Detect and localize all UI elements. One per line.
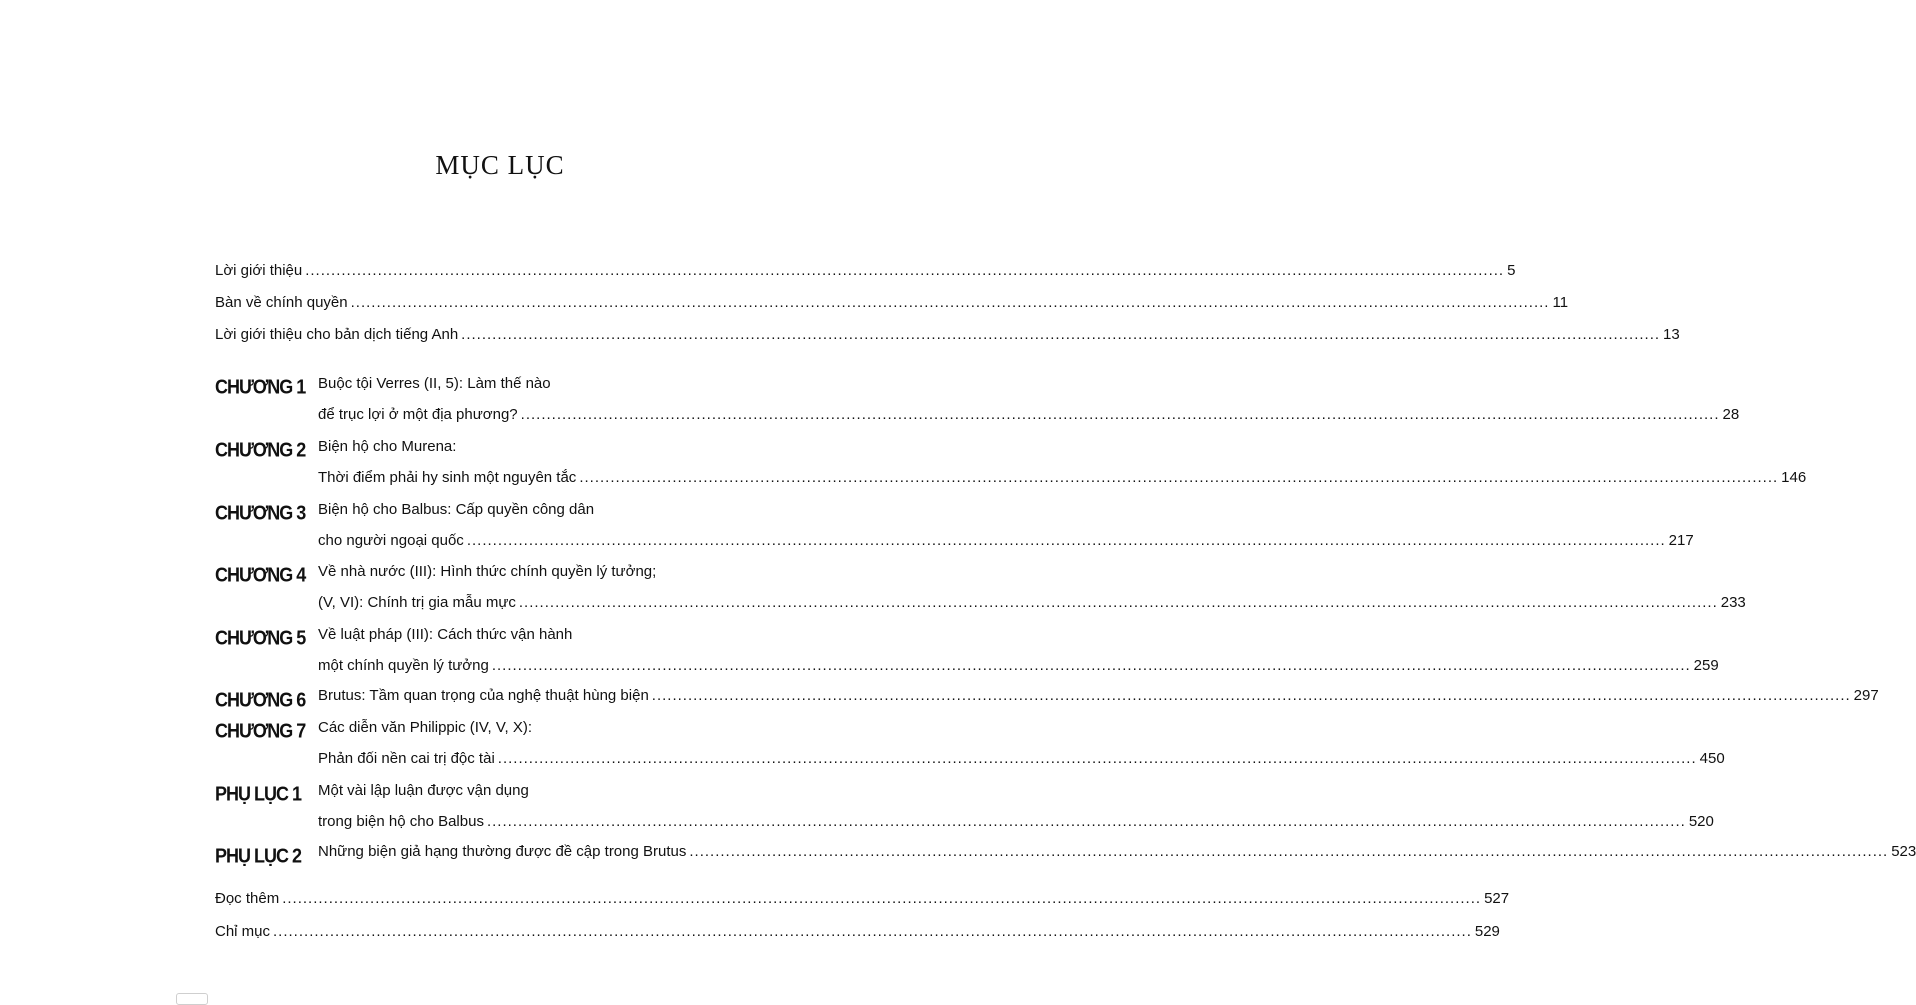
chapter-label: CHƯƠNG 6 — [215, 688, 306, 712]
page-number: 259 — [1693, 657, 1719, 674]
page-number: 520 — [1688, 813, 1714, 830]
chapter-entry — [215, 437, 1807, 500]
toc-entry — [215, 326, 1680, 358]
toc-entry — [215, 262, 1516, 294]
chapter-label: CHƯƠNG 5 — [215, 626, 306, 650]
page-title: MỤC LỤC — [435, 150, 565, 180]
chapter-title-line1: Biện hộ cho Murena: — [318, 438, 457, 455]
toc-entry — [215, 890, 1510, 923]
dot-leader — [498, 750, 1697, 767]
chapter-label: CHƯƠNG 7 — [215, 719, 306, 743]
chapter-label: CHƯƠNG 4 — [215, 563, 306, 587]
chapter-title-line2: để trục lợi ở một địa phương? — [318, 406, 518, 423]
chapter-title-line1: Biện hộ cho Balbus: Cấp quyền công dân — [318, 501, 595, 518]
page-number: 233 — [1720, 594, 1746, 611]
page-number: 297 — [1853, 687, 1879, 704]
entry-text: Chỉ mục — [215, 923, 271, 940]
chapter-title-line1: Về luật pháp (III): Cách thức vận hành — [318, 626, 573, 643]
dot-leader — [351, 294, 1550, 311]
page-number: 523 — [1891, 843, 1916, 860]
page-number: 11 — [1552, 294, 1569, 311]
chapter-entry — [215, 625, 1719, 687]
page-number: 527 — [1484, 890, 1510, 907]
dot-leader — [467, 532, 1666, 549]
chapter-label: CHƯƠNG 2 — [215, 438, 306, 462]
chapter-title-line2: Phản đối nền cai trị độc tài — [318, 750, 495, 767]
chapter-label: CHƯƠNG 3 — [215, 501, 306, 525]
dot-leader — [282, 890, 1481, 907]
dot-leader — [487, 813, 1686, 830]
scan-mark — [176, 993, 208, 1005]
entry-text: Đọc thêm — [215, 890, 280, 907]
chapter-entry — [215, 374, 1740, 437]
entry-text: Lời giới thiệu — [215, 262, 303, 279]
dot-leader — [492, 657, 1691, 674]
back-matter-list — [215, 890, 1510, 956]
toc-entry — [215, 294, 1569, 326]
page-number: 28 — [1722, 406, 1740, 423]
chapter-entry — [215, 687, 1879, 718]
chapter-label: CHƯƠNG 1 — [215, 375, 306, 399]
dot-leader — [689, 843, 1888, 860]
chapter-title-line2: Thời điểm phải hy sinh một nguyên tắc — [318, 469, 577, 486]
page-number: 5 — [1507, 262, 1516, 279]
page-number: 13 — [1663, 326, 1680, 343]
appendix-title-line1: Một vài lập luận được vận dụng — [318, 782, 529, 799]
appendix-label: PHỤ LỤC 1 — [215, 782, 302, 806]
page-number: 450 — [1699, 750, 1725, 767]
front-matter-list — [215, 262, 1680, 358]
toc-entry — [215, 923, 1500, 956]
chapter-entry — [215, 718, 1725, 781]
chapter-title-line1: Các diễn văn Philippic (IV, V, X): — [318, 719, 533, 736]
chapter-title-line2: (V, VI): Chính trị gia mẫu mực — [318, 594, 516, 611]
dot-leader — [579, 469, 1778, 486]
dot-leader — [519, 594, 1718, 611]
chapter-title-line1: Buộc tội Verres (II, 5): Làm thế nào — [318, 375, 551, 392]
chapter-entry — [215, 562, 1746, 625]
dot-leader — [273, 923, 1472, 940]
page-number: 217 — [1668, 532, 1694, 549]
appendix-entry — [215, 781, 1714, 843]
chapter-title-line2: một chính quyền lý tưởng — [318, 657, 489, 674]
page-number: 146 — [1781, 469, 1807, 486]
appendix-entry — [215, 843, 1916, 874]
dot-leader — [652, 687, 1851, 704]
page-number: 529 — [1474, 923, 1500, 940]
entry-text: Lời giới thiệu cho bản dịch tiếng Anh — [215, 326, 459, 343]
dot-leader — [305, 262, 1504, 279]
appendix-title-line2: trong biện hộ cho Balbus — [318, 813, 484, 830]
dot-leader — [461, 326, 1660, 343]
chapter-title: Brutus: Tầm quan trọng của nghệ thuật hùng biện — [318, 687, 649, 704]
dot-leader — [521, 406, 1720, 423]
chapter-title-line1: Về nhà nước (III): Hình thức chính quyền lý tưởng; — [318, 563, 657, 580]
chapter-list — [215, 374, 1916, 874]
appendix-label: PHỤ LỤC 2 — [215, 844, 302, 868]
entry-text: Bàn về chính quyền — [215, 294, 348, 311]
chapter-title-line2: cho người ngoại quốc — [318, 532, 464, 549]
appendix-title: Những biện giả hạng thường được đề cập trong Brutus — [318, 843, 687, 860]
chapter-entry — [215, 500, 1694, 562]
